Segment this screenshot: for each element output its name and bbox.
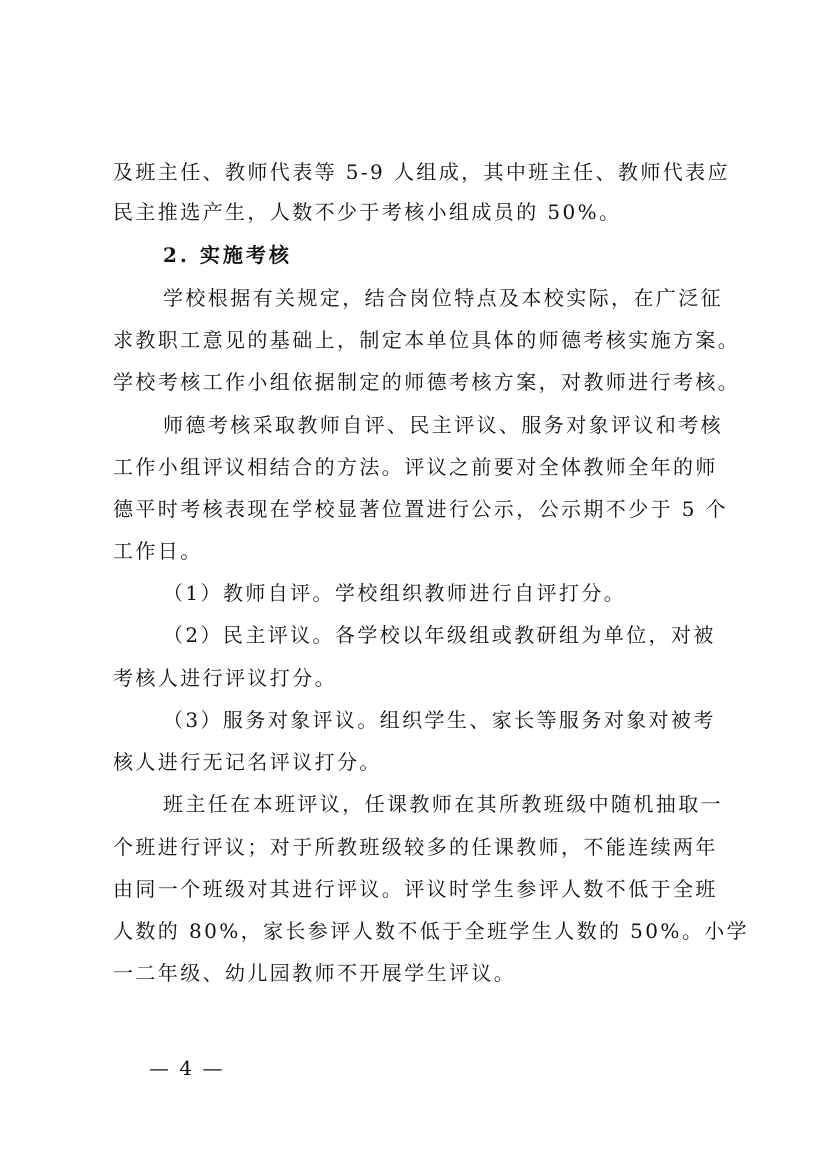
section-heading: 2. 实施考核 [163,243,292,267]
body-text-line: 求教职工意见的基础上，制定本单位具体的师德考核实施方案。 [113,328,741,352]
body-text-line: 学校考核工作小组依据制定的师德考核方案，对教师进行考核。 [113,370,741,394]
body-text-line: 民主推选产生，人数不少于考核小组成员的 50%。 [113,200,622,224]
body-text-line: 一二年级、幼儿园教师不开展学生评议。 [113,961,517,985]
body-text-line: 核人进行无记名评议打分。 [113,750,382,774]
page-number: — 4 — [149,1056,225,1080]
body-text-line: 考核人进行评议打分。 [113,666,337,690]
paragraph-start-line: 班主任在本班评议，任课教师在其所教班级中随机抽取一 [163,792,723,816]
paragraph-start-line: 师德考核采取教师自评、民主评议、服务对象评议和考核 [163,413,723,437]
body-text-line: 工作日。 [113,539,203,563]
body-text-line: 及班主任、教师代表等 5-9 人组成，其中班主任、教师代表应 [113,160,730,184]
body-text-line: 个班进行评议；对于所教班级较多的任课教师，不能连续两年 [113,835,718,859]
body-text-line: 工作小组评议相结合的方法。评议之前要对全体教师全年的师 [113,455,718,479]
paragraph-start-line: 学校根据有关规定，结合岗位特点及本校实际，在广泛征 [163,286,723,310]
body-text-line: 人数的 80%，家长参评人数不低于全班学生人数的 50%。小学 [113,919,750,943]
list-item-line: （3）服务对象评议。组织学生、家长等服务对象对被考 [163,708,716,732]
body-text-line: 德平时考核表现在学校显著位置进行公示，公示期不少于 5 个 [113,497,729,521]
body-text-line: 由同一个班级对其进行评议。评议时学生参评人数不低于全班 [113,877,718,901]
list-item-line: （2）民主评议。各学校以年级组或教研组为单位，对被 [163,623,716,647]
list-item-line: （1）教师自评。学校组织教师进行自评打分。 [163,581,627,605]
